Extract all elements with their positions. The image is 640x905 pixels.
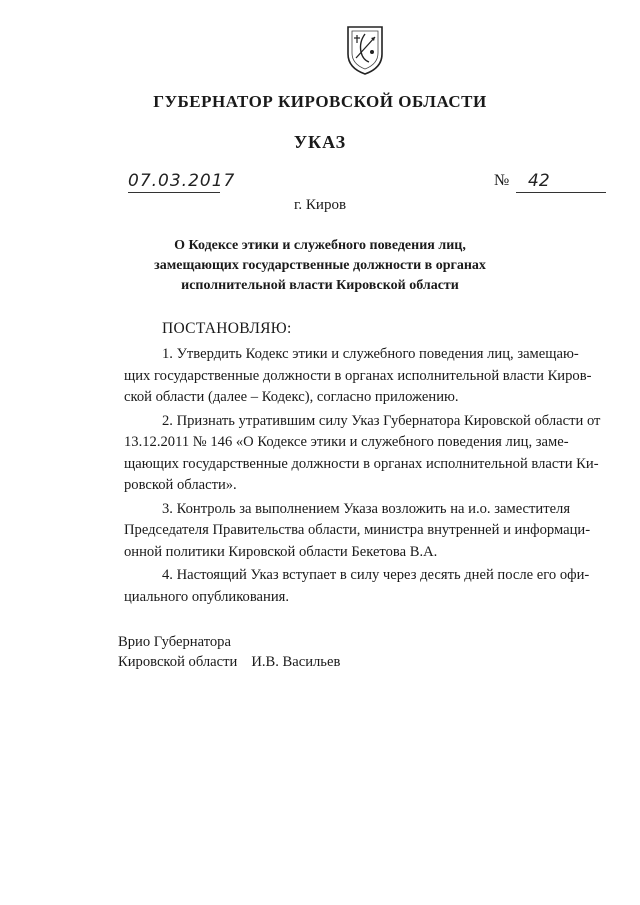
body-line: щих государственные должности в органах исполнительной власти Киров- <box>124 367 592 384</box>
number-value: 42 <box>516 170 606 193</box>
body-line: Председателя Правительства области, министра внутренней и информаци- <box>124 522 591 538</box>
issuing-authority: ГУБЕРНАТОР КИРОВСКОЙ ОБЛАСТИ <box>153 92 487 111</box>
document-date: 07.03.2017 <box>128 171 236 191</box>
subject-line: О Кодексе этики и служебного поведения лиц, <box>174 238 466 253</box>
decree-word: ПОСТАНОВЛЯЮ: <box>162 320 292 337</box>
body-line: 1. Утвердить Кодекс этики и служебного поведения лиц, замещаю- <box>162 346 579 362</box>
body-line: 4. Настоящий Указ вступает в силу через десять дней после его офи- <box>162 567 590 583</box>
document-number <box>494 170 606 194</box>
body-line: ской области (далее – Кодекс), согласно приложению. <box>124 389 459 405</box>
signatory-region: Кировской области <box>118 654 238 670</box>
city: г. Киров <box>293 197 347 213</box>
document-body <box>124 344 610 610</box>
body-line: щающих государственные должности в органах исполнительной власти Ки- <box>124 455 599 472</box>
number-sign: № <box>494 172 510 189</box>
signatory-region-row <box>118 652 340 672</box>
body-line: онной политики Кировской области Бекетова В.А. <box>124 543 438 560</box>
signatory-title: Врио Губернатора <box>118 634 231 650</box>
body-line: 2. Признать утратившим силу Указ Губернатора Кировской области от <box>162 412 601 429</box>
paragraph-1 <box>124 344 610 409</box>
body-line: 3. Контроль за выполнением Указа возложить на и.о. заместителя <box>162 500 571 517</box>
subject-line: замещающих государственные должности в органах <box>154 258 486 273</box>
paragraph-4 <box>124 565 610 608</box>
coat-of-arms-icon <box>345 24 385 76</box>
paragraph-3 <box>124 499 610 564</box>
body-line: циального опубликования. <box>124 588 290 605</box>
body-line: ровской области». <box>124 477 237 493</box>
subject-line: исполнительной власти Кировской области <box>181 278 459 293</box>
signature-block <box>118 632 340 672</box>
signatory-name: И.В. Васильев <box>251 654 341 670</box>
document-subject <box>150 236 490 296</box>
body-line: 13.12.2011 № 146 «О Кодексе этики и служебного поведения лиц, заме- <box>124 434 569 450</box>
document-type: УКАЗ <box>293 132 347 152</box>
paragraph-2 <box>124 411 610 497</box>
